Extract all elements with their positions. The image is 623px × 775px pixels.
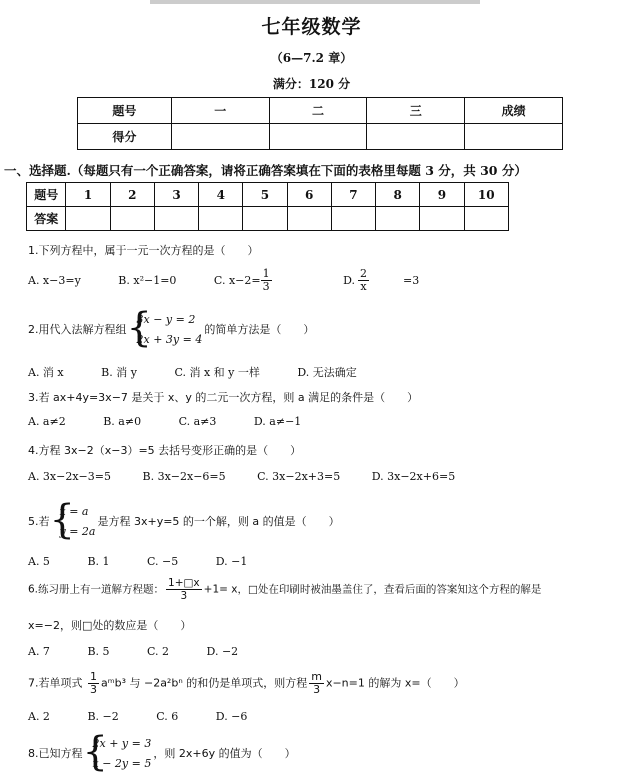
option-a: A. 7 xyxy=(28,645,50,658)
question-6-options xyxy=(28,645,272,658)
score-input-cell[interactable] xyxy=(367,124,465,150)
question-7-options xyxy=(28,710,281,723)
option-c: C. 2 xyxy=(147,645,170,658)
option-d: D. −6 xyxy=(215,710,248,723)
fraction xyxy=(166,577,202,602)
stem-text: 6.练习册上有一道解方程题： xyxy=(28,583,165,596)
equation-system xyxy=(85,734,152,774)
option-a: A. a≠2 xyxy=(28,415,66,428)
answer-table-cell: 1 xyxy=(66,183,110,207)
cropped-header-line xyxy=(150,0,480,4)
denominator: 3 xyxy=(90,683,97,696)
answer-input-cell[interactable] xyxy=(199,207,243,231)
option-b: B. 3x−2x−6=5 xyxy=(142,470,226,483)
stem-text: 5.若 xyxy=(28,515,50,528)
numerator: m xyxy=(311,670,322,683)
answer-input-cell[interactable] xyxy=(376,207,420,231)
option-d: D. a≠−1 xyxy=(253,415,302,428)
answer-input-cell[interactable] xyxy=(110,207,154,231)
fraction xyxy=(358,268,403,293)
option-b: B. −2 xyxy=(87,710,119,723)
option-a: A. x−3=y xyxy=(28,273,81,287)
answer-table-cell: 8 xyxy=(376,183,420,207)
score-row-label: 得分 xyxy=(78,124,172,150)
answer-table-answer-row xyxy=(27,207,509,231)
stem-text: 8.已知方程 xyxy=(28,747,83,760)
question-2-options xyxy=(28,364,391,380)
numerator: 1 xyxy=(90,670,97,683)
score-input-cell[interactable] xyxy=(171,124,269,150)
question-5-options xyxy=(28,555,281,568)
denominator: 3 xyxy=(180,590,188,602)
answer-input-cell[interactable] xyxy=(287,207,331,231)
section-heading: 一、选择题.（每题只有一个正确答案，请将正确答案填在下面的表格里每题 3 分，共 30 分） xyxy=(4,163,527,178)
fraction xyxy=(88,671,99,696)
equation-line: { 3x − y = 2 xyxy=(136,313,196,326)
stem-text: 是方程 3x+y=5 的一个解，则 a 的值是（ ） xyxy=(97,515,340,528)
score-table xyxy=(77,97,563,150)
stem-text: 7.若单项式 xyxy=(28,676,86,690)
equation-line: y = 2a xyxy=(59,525,96,538)
answer-table-cell: 10 xyxy=(464,183,508,207)
answer-input-cell[interactable] xyxy=(420,207,464,231)
question-5-stem xyxy=(28,502,340,542)
answer-row-label: 答案 xyxy=(27,207,66,231)
answer-table-header-row xyxy=(27,183,509,207)
option-a: A. 3x−2x−3=5 xyxy=(28,470,111,483)
answer-input-cell[interactable] xyxy=(464,207,508,231)
denominator: x xyxy=(360,280,367,293)
option-c: C. 消 x 和 y 一样 xyxy=(174,366,260,379)
score-table-cell: 三 xyxy=(367,98,465,124)
stem-text: ，则 2x+6y 的值为（ ） xyxy=(153,747,296,760)
full-score: 满分：120 分 xyxy=(272,77,351,91)
page-title: 七年级数学 xyxy=(261,16,362,38)
stem-text: aᵐb³ 与 −2a²bⁿ 的和仍是单项式，则方程 xyxy=(101,676,308,690)
question-3-stem: 3.若 ax+4y=3x−7 是关于 x、y 的二元一次方程，则 a 满足的条件是（ ） xyxy=(28,391,419,404)
stem-text: 的简单方法是（ ） xyxy=(204,323,315,336)
stem-text: x−n=1 的解为 x=（ ） xyxy=(325,676,465,690)
option-d: D. −1 xyxy=(215,555,248,568)
option-c: C. −5 xyxy=(147,555,179,568)
answer-input-cell[interactable] xyxy=(66,207,110,231)
question-8-stem xyxy=(28,734,296,774)
question-4-options xyxy=(28,470,455,483)
option-c xyxy=(214,268,306,293)
option-d: D. 无法确定 xyxy=(297,366,357,379)
question-4-stem: 4.方程 3x−2（x−3）=5 去括号变形正确的是（ ） xyxy=(28,444,302,457)
question-6-stem xyxy=(28,577,541,602)
stem-text: 2.用代入法解方程组 xyxy=(28,323,127,336)
option-b: B. 1 xyxy=(87,555,110,568)
numerator: 2 xyxy=(360,267,368,280)
answer-table-cell: 4 xyxy=(199,183,243,207)
score-table-score-row xyxy=(78,124,563,150)
score-table-header-row xyxy=(78,98,563,124)
question-6-stem-line2: x=−2，则□处的数应是（ ） xyxy=(28,619,192,632)
question-3-options xyxy=(28,415,335,428)
option-c: C. 6 xyxy=(156,710,179,723)
option-c: C. a≠3 xyxy=(178,415,217,428)
fraction xyxy=(261,268,306,293)
option-c-text: C. x−2= xyxy=(213,273,261,287)
score-table-cell: 一 xyxy=(171,98,269,124)
score-input-cell[interactable] xyxy=(269,124,367,150)
answer-table-cell: 7 xyxy=(331,183,375,207)
equation-line: { x = a xyxy=(59,505,89,518)
equation-line: x − 2y = 5 xyxy=(92,757,152,770)
option-d: D. −2 xyxy=(206,645,239,658)
answer-table xyxy=(26,182,509,231)
option-d-text: =3 xyxy=(403,273,420,287)
option-b: B. 消 y xyxy=(101,366,137,379)
option-a: A. 5 xyxy=(28,555,50,568)
answer-table-cell: 3 xyxy=(154,183,198,207)
answer-table-cell: 5 xyxy=(243,183,287,207)
answer-input-cell[interactable] xyxy=(243,207,287,231)
score-table-cell: 题号 xyxy=(78,98,172,124)
fraction xyxy=(309,671,324,696)
answer-table-cell: 6 xyxy=(287,183,331,207)
option-b: B. x²−1=0 xyxy=(118,273,177,287)
question-1-stem: 1.下列方程中，属于一元一次方程的是（ ） xyxy=(28,244,259,257)
option-b: B. 5 xyxy=(87,645,110,658)
equation-line: { 2x + y = 3 xyxy=(92,737,152,750)
score-table-cell: 成绩 xyxy=(465,98,563,124)
equation-system xyxy=(129,310,203,350)
equation-line: 2x + 3y = 4 xyxy=(136,333,203,346)
answer-table-cell: 题号 xyxy=(27,183,66,207)
question-2-stem xyxy=(28,310,314,350)
option-a: A. 消 x xyxy=(28,366,64,379)
equation-system xyxy=(52,502,96,542)
answer-table-cell: 2 xyxy=(110,183,154,207)
chapter-range: （6—7.2 章） xyxy=(270,51,353,65)
denominator: 3 xyxy=(262,280,270,293)
answer-input-cell[interactable] xyxy=(154,207,198,231)
numerator: 1+□x xyxy=(168,577,200,589)
option-d-label: D. xyxy=(343,273,356,287)
numerator: 1 xyxy=(262,267,270,280)
option-b: B. a≠0 xyxy=(103,415,142,428)
score-input-cell[interactable] xyxy=(465,124,563,150)
answer-table-cell: 9 xyxy=(420,183,464,207)
option-a: A. 2 xyxy=(28,710,50,723)
question-7-stem xyxy=(28,671,465,696)
score-table-cell: 二 xyxy=(269,98,367,124)
question-1-options xyxy=(28,268,453,293)
denominator: 3 xyxy=(313,683,321,696)
option-c: C. 3x−2x+3=5 xyxy=(257,470,341,483)
option-d xyxy=(343,268,419,293)
option-d: D. 3x−2x+6=5 xyxy=(371,470,456,483)
answer-input-cell[interactable] xyxy=(331,207,375,231)
stem-text: +1= x，□处在印刷时被油墨盖住了，查看后面的答案知这个方程的解是 xyxy=(203,583,542,596)
